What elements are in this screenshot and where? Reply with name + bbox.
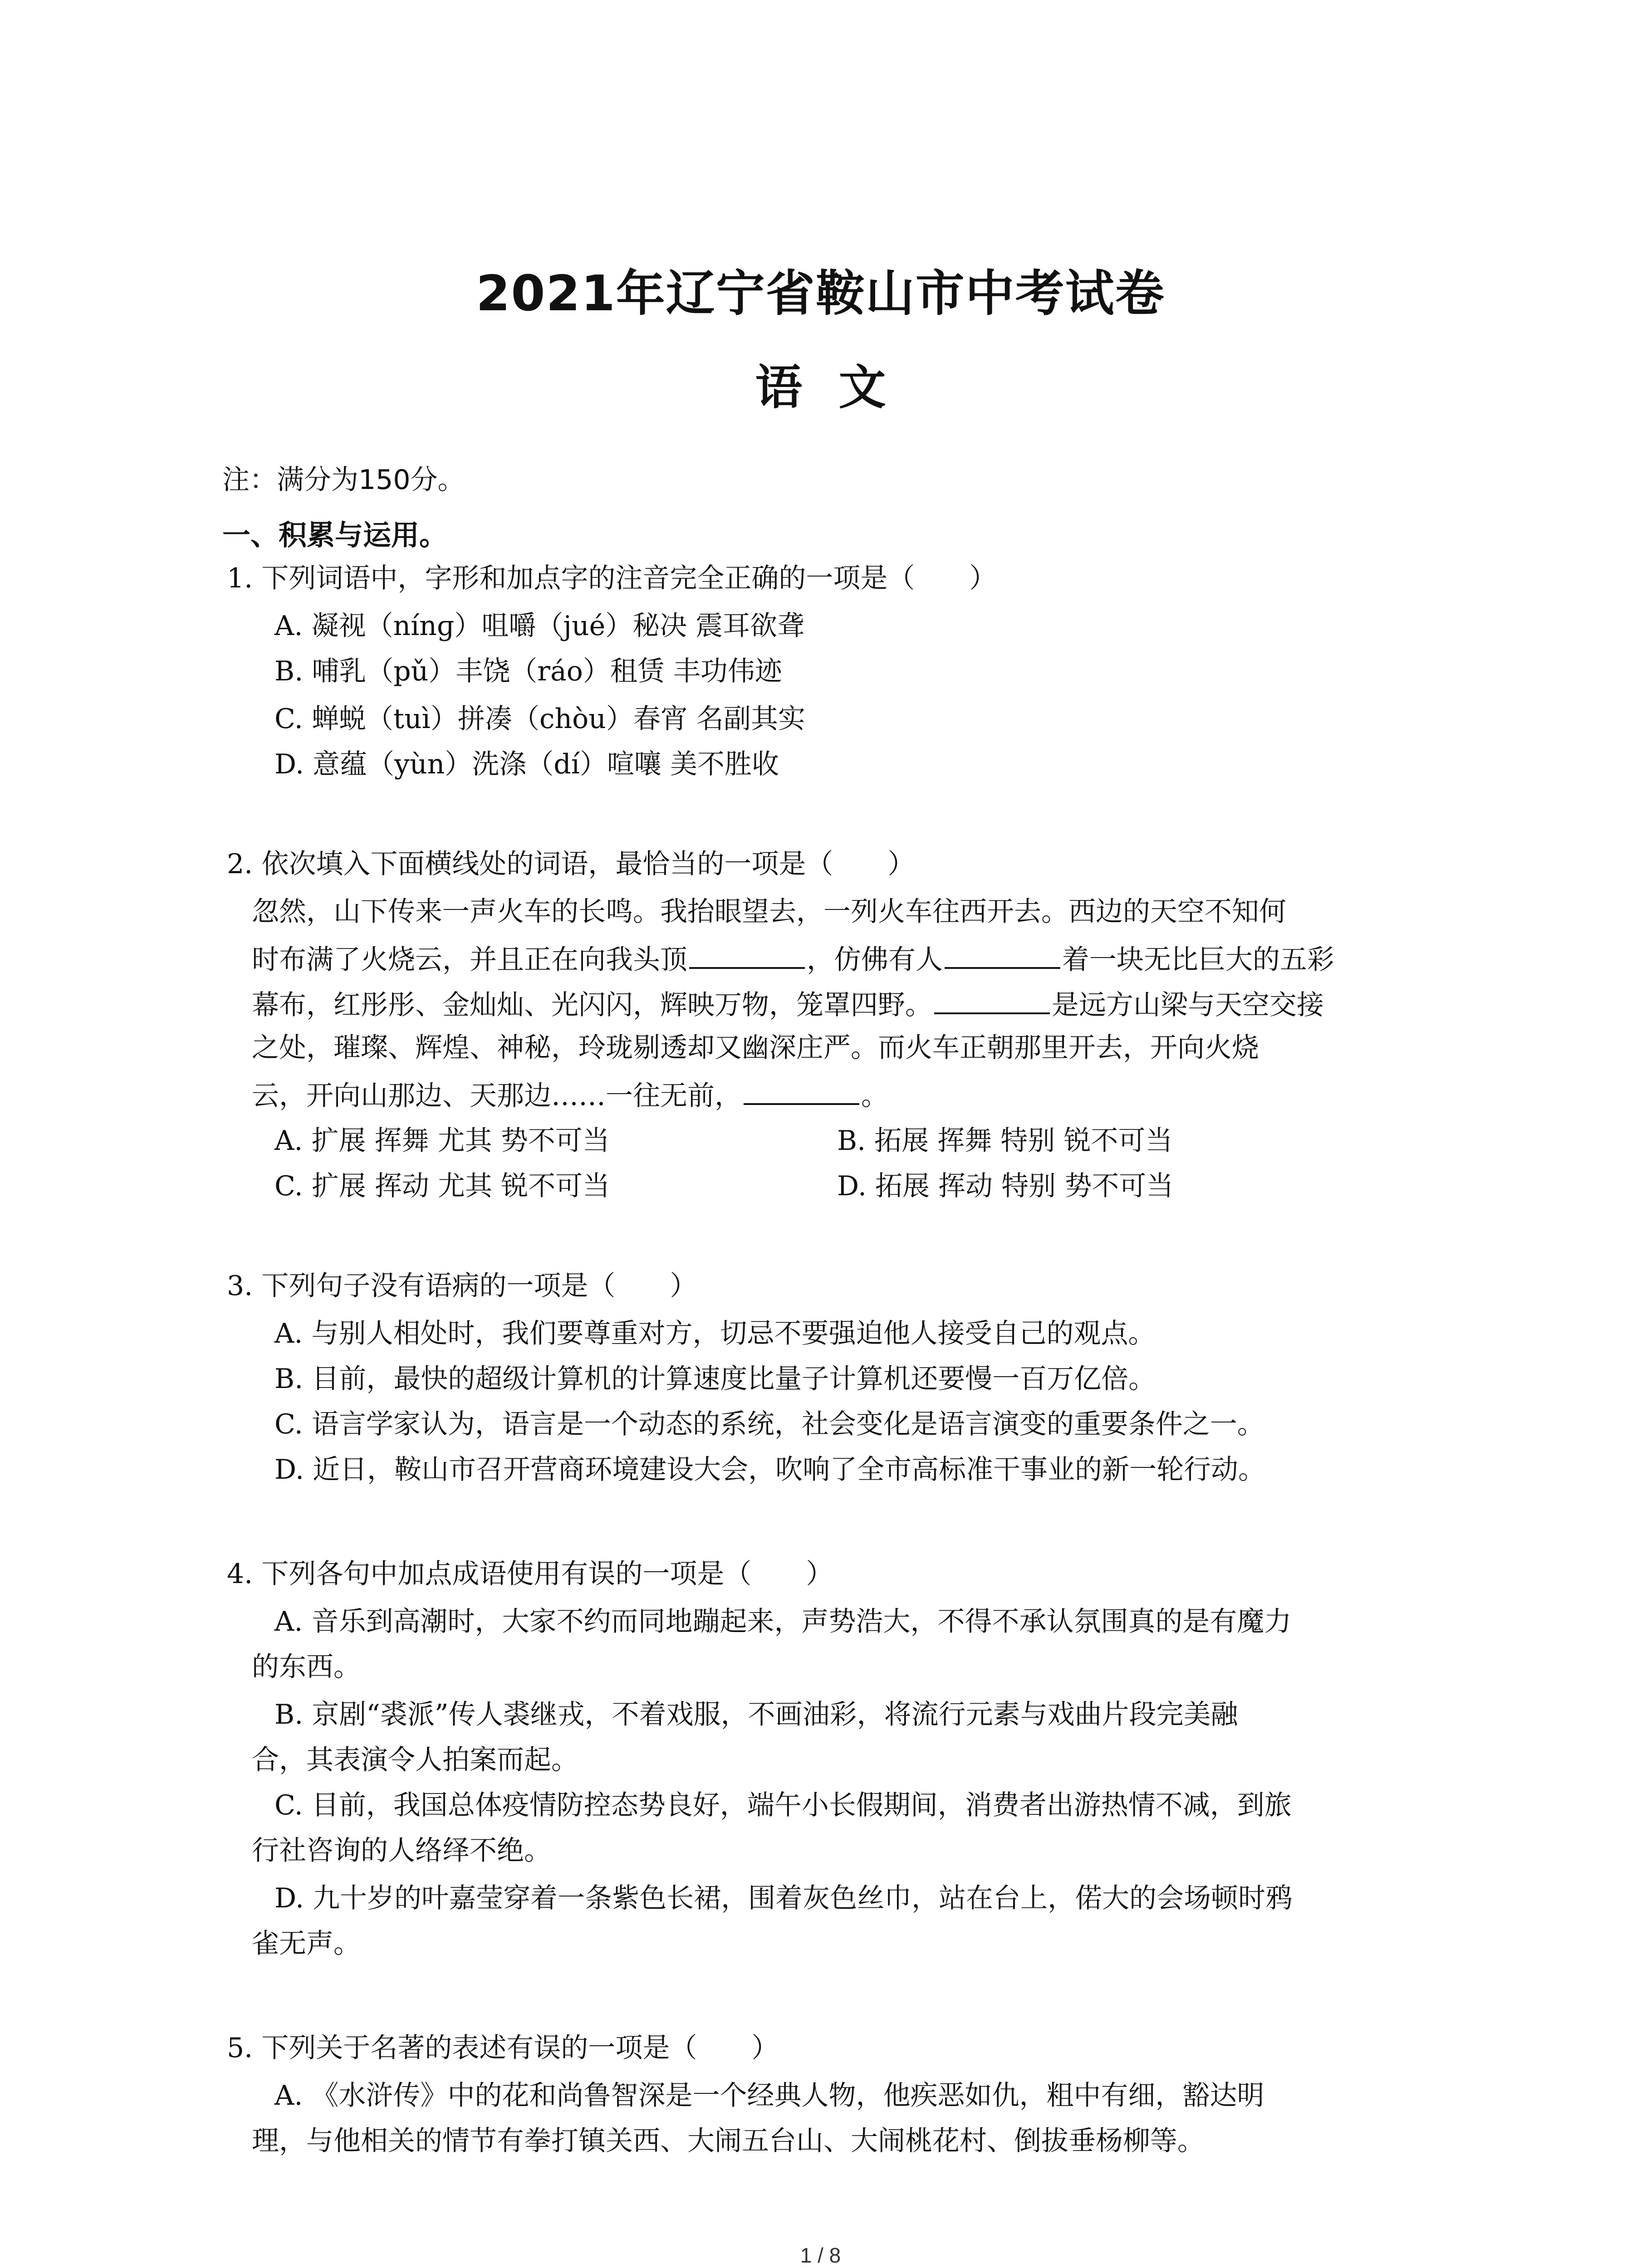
passage-text: 时布满了火烧云，并且正在向我头顶	[252, 944, 687, 976]
q3-stem: 3. 下列句子没有语病的一项是（ ）	[227, 1270, 697, 1302]
q1-stem: 1. 下列词语中，字形和加点字的注音完全正确的一项是（ ）	[227, 562, 997, 594]
q3-option-d: D. 近日，鞍山市召开营商环境建设大会，吹响了全市高标准干事业的新一轮行动。	[274, 1454, 1266, 1486]
q3-option-b: B. 目前，最快的超级计算机的计算速度比量子计算机还要慢一百万亿倍。	[274, 1363, 1156, 1395]
passage-text: 是远方山梁与天空交接	[1052, 989, 1324, 1021]
q2-passage-line	[252, 1080, 888, 1110]
q4-option-a: A. 音乐到高潮时，大家不约而同地蹦起来，声势浩大，不得不承认氛围真的是有魔力	[274, 1606, 1292, 1637]
blank-3	[934, 989, 1050, 1014]
subject-heading: 语文	[755, 360, 922, 415]
passage-text: 幕布，红彤彤、金灿灿、光闪闪，辉映万物，笼罩四野。	[252, 989, 932, 1021]
q4-option-c-cont: 行社咨询的人络绎不绝。	[252, 1835, 551, 1867]
q2-option-c: C. 扩展 挥动 尤其 锐不可当	[274, 1170, 610, 1202]
q4-option-a-cont: 的东西。	[252, 1651, 361, 1683]
q3-option-a: A. 与别人相处时，我们要尊重对方，切忌不要强迫他人接受自己的观点。	[274, 1318, 1156, 1349]
exam-title: 2021年辽宁省鞍山市中考试卷	[476, 265, 1165, 322]
q4-stem: 4. 下列各句中加点成语使用有误的一项是（ ）	[227, 1558, 833, 1590]
q1-option-d: D. 意蕴（yùn）洗涤（dí）喧嚷 美不胜收	[274, 748, 779, 780]
q2-option-b: B. 拓展 挥舞 特别 锐不可当	[837, 1125, 1173, 1157]
blank-4	[744, 1080, 859, 1105]
q4-option-d: D. 九十岁的叶嘉莹穿着一条紫色长裙，围着灰色丝巾，站在台上，偌大的会场顿时鸦	[274, 1882, 1293, 1914]
q2-stem: 2. 依次填入下面横线处的词语，最恰当的一项是（ ）	[227, 848, 915, 880]
passage-text: 着一块无比巨大的五彩	[1062, 944, 1334, 976]
q4-option-d-cont: 雀无声。	[252, 1928, 361, 1960]
q4-option-b-cont: 合，其表演令人拍案而起。	[252, 1744, 578, 1776]
passage-text: ，仿佛有人	[807, 944, 943, 976]
q4-option-c: C. 目前，我国总体疫情防控态势良好，端午小长假期间，消费者出游热情不减，到旅	[274, 1789, 1292, 1821]
q1-option-a: A. 凝视（nínɡ）咀嚼（jué）秘决 震耳欲聋	[274, 610, 805, 642]
q2-passage-line	[252, 943, 1334, 976]
q5-option-a: A. 《水浒传》中的花和尚鲁智深是一个经典人物，他疾恶如仇，粗中有细，豁达明	[274, 2080, 1264, 2112]
score-note: 注：满分为150分。	[222, 464, 465, 496]
q1-option-b: B. 哺乳（pǔ）丰饶（ráo）租赁 丰功伟迹	[274, 655, 782, 687]
q2-option-a: A. 扩展 挥舞 尤其 势不可当	[274, 1125, 610, 1157]
blank-1	[689, 943, 805, 969]
q5-option-a-cont: 理，与他相关的情节有拳打镇关西、大闹五台山、大闹桃花村、倒拔垂杨柳等。	[252, 2125, 1205, 2157]
q5-stem: 5. 下列关于名著的表述有误的一项是（ ）	[227, 2032, 779, 2064]
q4-option-b: B. 京剧“裘派”传人裘继戎，不着戏服，不画油彩，将流行元素与戏曲片段完美融	[274, 1699, 1238, 1730]
q2-passage-line: 之处，璀璨、辉煌、神秘，玲珑剔透却又幽深庄严。而火车正朝那里开去，开向火烧	[252, 1032, 1259, 1064]
section-heading: 一、积累与运用。	[222, 518, 448, 552]
q2-option-d: D. 拓展 挥动 特别 势不可当	[837, 1170, 1174, 1202]
q2-passage-line: 忽然，山下传来一声火车的长鸣。我抬眼望去，一列火车往西开去。西边的天空不知何	[252, 896, 1286, 928]
q2-passage-line	[252, 989, 1324, 1019]
q1-option-c: C. 蝉蜕（tuì）拼凑（chòu）春宵 名副其实	[274, 703, 805, 735]
blank-2	[945, 943, 1060, 969]
page-number: 1 / 8	[800, 2244, 841, 2267]
q3-option-c: C. 语言学家认为，语言是一个动态的系统，社会变化是语言演变的重要条件之一。	[274, 1408, 1264, 1440]
passage-text: 。	[861, 1080, 888, 1112]
passage-text: 云，开向山那边、天那边……一往无前，	[252, 1080, 742, 1112]
